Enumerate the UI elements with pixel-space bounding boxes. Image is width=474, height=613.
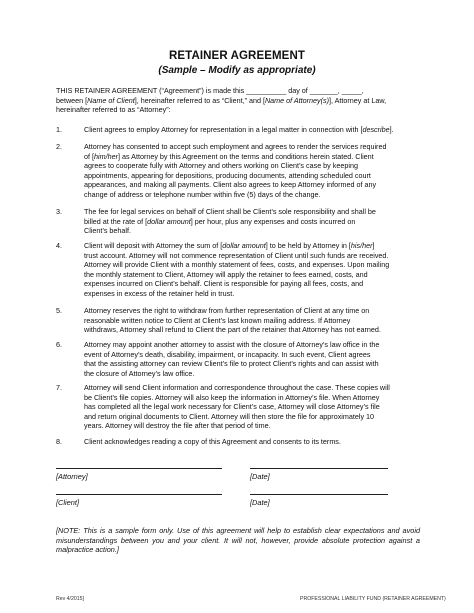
clause-text: Attorney may appoint another attorney to assist with the closure of Attorney’s law office in the event of Attorney’s death, disability, impairment, or incapacity. In such event, Client agrees that the assisting attorney can review Client’s file to protect Client’s rights and can assist with the closure of Attorney’s law office. [84, 340, 380, 378]
date-label-2: [Date] [250, 498, 270, 507]
intro-line-2: between [Name of Client], hereinafter referred to as “Client,” and [Name of Attorney(s)], Attorney at Law, [56, 95, 387, 105]
intro-line-3: hereinafter referred to as “Attorney”: [56, 105, 171, 115]
client-signature-label: [Client] [56, 498, 80, 507]
clause-number: 8. [56, 437, 62, 446]
date-line-2 [250, 494, 388, 495]
dollar-amount-placeholder: dollar amount [147, 216, 191, 226]
pronoun-placeholder: him/her [94, 151, 118, 161]
clause-number: 6. [56, 340, 62, 349]
clause-text: Client will deposit with Attorney the sum of [dollar amount] to be held by Attorney in [his/her] trust account. Attorney will not commence representation of Client until such funds are received. Attorney will provide Client with a monthly statement of fees, costs, and expenses. Upon mailing the monthly statement to Client, Attorney will apply the retainer to fees earned, costs, and expenses incurred on Client’s behalf. Client is responsible for paying all fees, costs, and expenses in excess of the retainer held in trust. [84, 241, 390, 298]
revision-footer: Rev 4/2015] [56, 596, 84, 602]
client-signature-line [56, 494, 222, 495]
disclaimer-note: [NOTE: This is a sample form only. Use of this agreement will help to establish clear expectations and avoid misunderstandings between you and your client. It will not, however, provide absolute protection against a malpractice action.] [56, 526, 420, 555]
client-name-placeholder: Name of Client [87, 95, 135, 105]
pronoun-placeholder: his/her [350, 241, 373, 250]
date-label-1: [Date] [250, 472, 270, 481]
clause-text: The fee for legal services on behalf of Client shall be Client’s sole responsibility and shall be billed at the rate of [dollar amount] per hour, plus any expenses and costs incurred on Client’s behalf. [84, 207, 376, 236]
attorney-signature-label: [Attorney] [56, 472, 88, 481]
clause-text: Attorney will send Client information and correspondence throughout the case. These copies will be Client’s file copies. Attorney will also keep the information in Attorney’s file. When Attorney has completed all the legal work necessary for Client’s case, Attorney will close Attorney’s file and return original documents to Client. Attorney will then store the file for approximately 10 years. Attorney will destroy the file after that period of time. [84, 383, 390, 431]
describe-placeholder: describe [362, 125, 390, 134]
date-line-1 [250, 468, 388, 469]
clause-number: 5. [56, 306, 62, 315]
clause-number: 4. [56, 241, 62, 250]
intro-line-1: THIS RETAINER AGREEMENT (“Agreement”) is made this __________ day of _______, _____, [56, 86, 364, 95]
clause-text: Client agrees to employ Attorney for representation in a legal matter in connection with [describe]. [84, 125, 394, 134]
attorney-signature-line [56, 468, 222, 469]
attorney-name-placeholder: Name of Attorney(s) [264, 95, 330, 105]
dollar-amount-placeholder: dollar amount [222, 241, 266, 250]
clause-number: 2. [56, 142, 62, 151]
clause-text: Attorney reserves the right to withdraw from further representation of Client at any time on reasonable written notice to Client at Client’s last known mailing address. If Attorney withdraws, Attorney shall refund to Client the part of the retainer that Attorney has not earned. [84, 306, 381, 335]
document-title: RETAINER AGREEMENT [169, 50, 305, 62]
clause-number: 7. [56, 383, 62, 392]
document-subtitle: (Sample – Modify as appropriate) [158, 65, 316, 76]
publisher-footer: PROFESSIONAL LIABILITY FUND (RETAINER AGREEMENT) [300, 596, 446, 602]
clause-text: Attorney has consented to accept such employment and agrees to render the services required of [him/her] as Attorney by this Agreement on the terms and conditions herein stated. Client agrees to cooperate fully with Attorney and others working on Client’s case by keeping appointments, appearing for depositions, producing documents, attending scheduled court appearances, and making all payments. Client also agrees to keep Attorney informed of any change of address or telephone number within five (5) days of the change. [84, 142, 387, 199]
intro-paragraph [56, 86, 424, 115]
clause-text: Client acknowledges reading a copy of this Agreement and consents to its terms. [84, 437, 341, 446]
clause-number: 3. [56, 207, 62, 216]
clause-number: 1. [56, 125, 62, 134]
